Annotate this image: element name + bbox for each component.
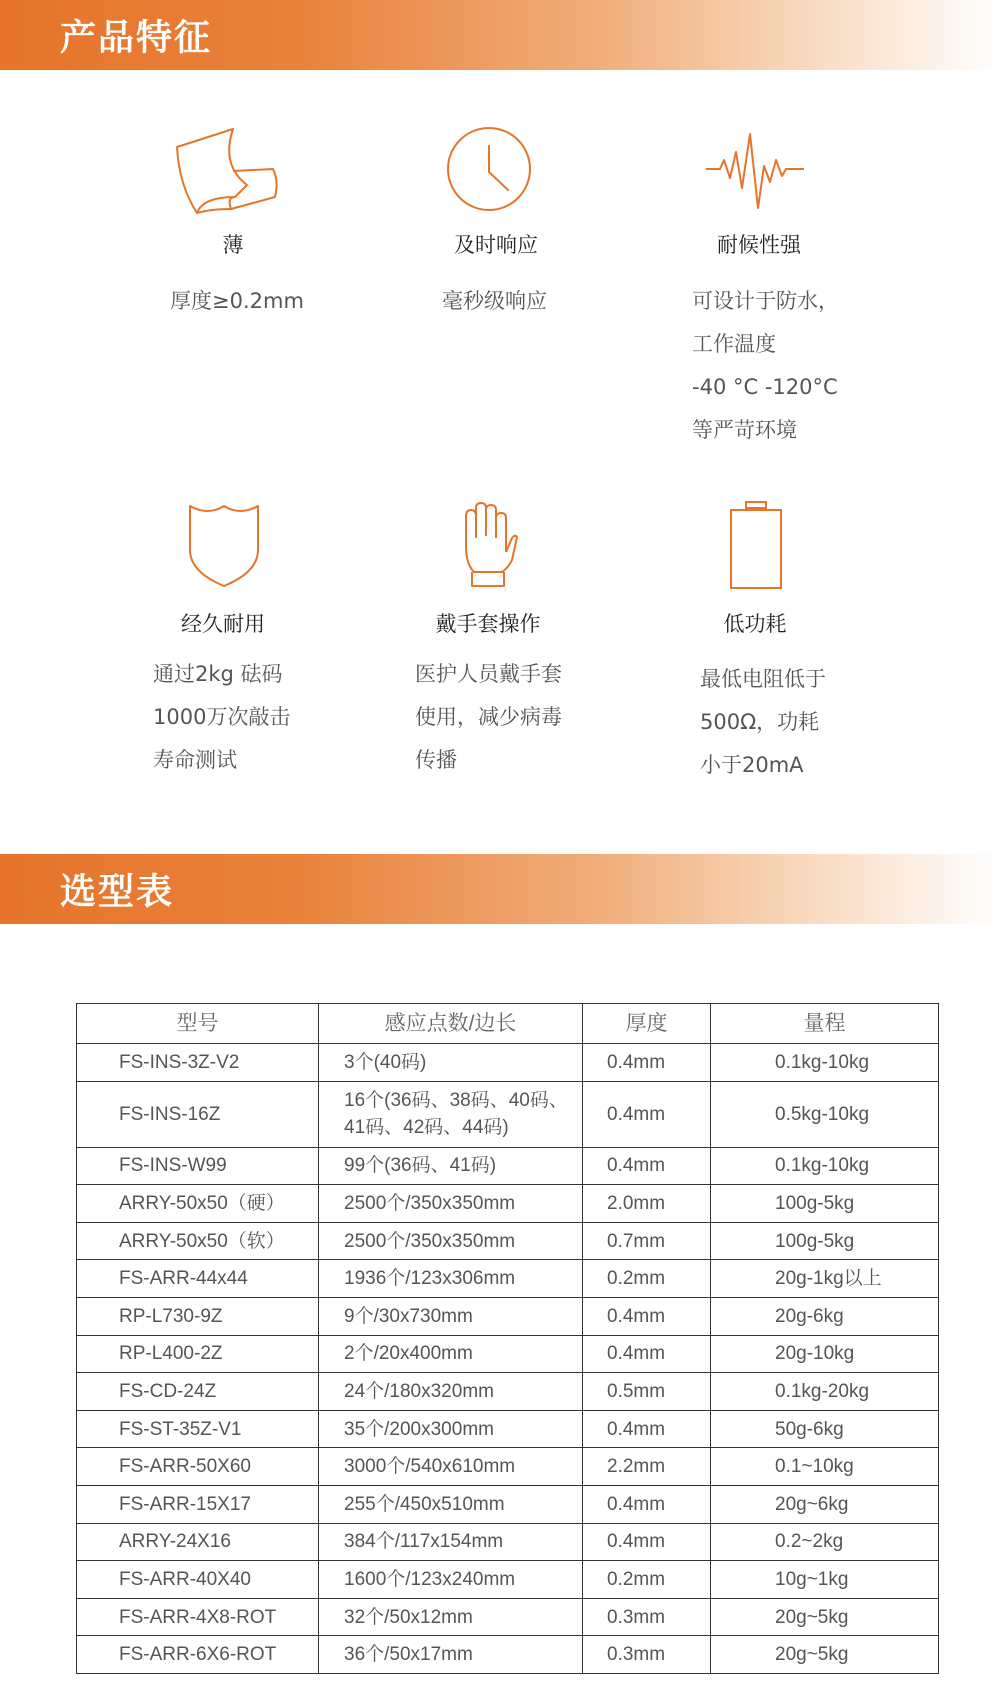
feature-desc-line: 等严苛环境 [692, 418, 797, 442]
cell-sensing-points: 35个/200x300mm [319, 1410, 583, 1448]
cell-thickness: 2.2mm [583, 1448, 711, 1486]
cell-model: FS-CD-24Z [77, 1373, 319, 1411]
feature-title-response: 及时响应 [454, 233, 538, 257]
table-row [77, 1044, 939, 1082]
cell-thickness: 0.3mm [583, 1636, 711, 1674]
cell-sensing-points: 255个/450x510mm [319, 1485, 583, 1523]
header-sensing-points: 感应点数/边长 [319, 1004, 583, 1044]
table-row [77, 1410, 939, 1448]
cell-thickness: 0.4mm [583, 1081, 711, 1147]
cell-sensing-points: 2500个/350x350mm [319, 1222, 583, 1260]
table-row [77, 1147, 939, 1185]
header-model: 型号 [77, 1004, 319, 1044]
cell-sensing-points: 32个/50x12mm [319, 1598, 583, 1636]
cell-range: 20g~5kg [711, 1598, 939, 1636]
header-thickness: 厚度 [583, 1004, 711, 1044]
cell-sensing-points: 9个/30x730mm [319, 1297, 583, 1335]
feature-desc-line: 工作温度 [692, 332, 776, 356]
cell-thickness: 0.3mm [583, 1598, 711, 1636]
cell-model: RP-L400-2Z [77, 1335, 319, 1373]
cell-sensing-points: 99个(36码、41码) [319, 1147, 583, 1185]
cell-thickness: 0.2mm [583, 1561, 711, 1599]
feature-desc-thin [170, 280, 304, 323]
clock-icon [446, 126, 532, 212]
table-header-row [77, 1004, 939, 1044]
cell-range: 0.5kg-10kg [711, 1081, 939, 1147]
feature-title-thin: 薄 [222, 233, 244, 257]
feature-desc-line: 500Ω，功耗 [700, 710, 820, 734]
cell-model: ARRY-24X16 [77, 1523, 319, 1561]
waveform-icon [706, 126, 806, 212]
feature-title-glove: 戴手套操作 [435, 612, 541, 636]
cell-sensing-points: 384个/117x154mm [319, 1523, 583, 1561]
feature-desc-line: 通过2kg 砝码 [153, 662, 283, 686]
cell-range: 0.2~2kg [711, 1523, 939, 1561]
cell-thickness: 0.4mm [583, 1147, 711, 1185]
cell-range: 50g-6kg [711, 1410, 939, 1448]
table-row [77, 1523, 939, 1561]
cell-thickness: 0.4mm [583, 1297, 711, 1335]
cell-model: ARRY-50x50（硬） [77, 1185, 319, 1223]
shield-icon [188, 502, 260, 588]
feature-desc-line: 医护人员戴手套 [415, 662, 562, 686]
cell-thickness: 0.4mm [583, 1335, 711, 1373]
cell-range: 0.1~10kg [711, 1448, 939, 1486]
cell-range: 20g-6kg [711, 1297, 939, 1335]
cell-sensing-points: 1936个/123x306mm [319, 1260, 583, 1298]
feature-desc-line: 最低电阻低于 [700, 667, 826, 691]
table-row [77, 1636, 939, 1674]
selection-table [76, 1003, 939, 1674]
cell-sensing-points: 36个/50x17mm [319, 1636, 583, 1674]
cell-sensing-points: 3000个/540x610mm [319, 1448, 583, 1486]
cell-model: FS-INS-16Z [77, 1081, 319, 1147]
feature-desc-line: 寿命测试 [153, 748, 237, 772]
cell-model: FS-ST-35Z-V1 [77, 1410, 319, 1448]
selection-section-title: 选型表 [60, 871, 175, 913]
cell-model: FS-ARR-6X6-ROT [77, 1636, 319, 1674]
feature-desc-line: 毫秒级响应 [442, 289, 547, 313]
cell-thickness: 0.4mm [583, 1523, 711, 1561]
cell-model: FS-ARR-4X8-ROT [77, 1598, 319, 1636]
cell-thickness: 0.2mm [583, 1260, 711, 1298]
feature-title-power: 低功耗 [723, 612, 787, 636]
cell-thickness: 0.7mm [583, 1222, 711, 1260]
cell-range: 0.1kg-10kg [711, 1147, 939, 1185]
feature-desc-response [442, 280, 547, 323]
feature-desc-line: 厚度≥0.2mm [170, 289, 304, 313]
cell-thickness: 0.4mm [583, 1485, 711, 1523]
glove-icon [458, 502, 518, 588]
cell-range: 20g-10kg [711, 1335, 939, 1373]
table-row [77, 1485, 939, 1523]
battery-icon [728, 500, 784, 590]
feature-desc-power [700, 658, 826, 787]
cell-model: FS-ARR-40X40 [77, 1561, 319, 1599]
feature-desc-weather [692, 280, 839, 452]
table-row [77, 1598, 939, 1636]
table-row [77, 1222, 939, 1260]
feature-title-weather: 耐候性强 [717, 233, 801, 257]
table-row [77, 1185, 939, 1223]
cell-sensing-points: 16个(36码、38码、40码、41码、42码、44码) [319, 1081, 583, 1147]
cell-model: RP-L730-9Z [77, 1297, 319, 1335]
cell-thickness: 0.5mm [583, 1373, 711, 1411]
cell-range: 20g~6kg [711, 1485, 939, 1523]
cell-sensing-points: 3个(40码) [319, 1044, 583, 1082]
feature-desc-line: 使用，减少病毒 [415, 705, 562, 729]
cell-model: FS-ARR-15X17 [77, 1485, 319, 1523]
table-row [77, 1260, 939, 1298]
table-row [77, 1297, 939, 1335]
cell-range: 0.1kg-10kg [711, 1044, 939, 1082]
table-row [77, 1373, 939, 1411]
cell-model: ARRY-50x50（软） [77, 1222, 319, 1260]
cell-range: 10g~1kg [711, 1561, 939, 1599]
table-row [77, 1335, 939, 1373]
cell-range: 100g-5kg [711, 1185, 939, 1223]
cell-sensing-points: 2500个/350x350mm [319, 1185, 583, 1223]
film-sheet-icon [175, 125, 285, 215]
feature-desc-line: 传播 [415, 748, 457, 772]
cell-range: 0.1kg-20kg [711, 1373, 939, 1411]
cell-sensing-points: 24个/180x320mm [319, 1373, 583, 1411]
feature-title-durable: 经久耐用 [181, 612, 265, 636]
feature-desc-line: 1000万次敲击 [153, 705, 291, 729]
feature-desc-durable [153, 653, 290, 782]
cell-range: 100g-5kg [711, 1222, 939, 1260]
cell-model: FS-INS-3Z-V2 [77, 1044, 319, 1082]
header-range: 量程 [711, 1004, 939, 1044]
feature-desc-line: 小于20mA [700, 753, 804, 777]
table-body [77, 1044, 939, 1674]
feature-desc-line: 可设计于防水， [692, 289, 839, 313]
features-section-title: 产品特征 [60, 17, 213, 59]
table-row [77, 1081, 939, 1147]
cell-range: 20g~5kg [711, 1636, 939, 1674]
cell-thickness: 2.0mm [583, 1185, 711, 1223]
cell-model: FS-INS-W99 [77, 1147, 319, 1185]
table-row [77, 1448, 939, 1486]
cell-sensing-points: 2个/20x400mm [319, 1335, 583, 1373]
cell-model: FS-ARR-44x44 [77, 1260, 319, 1298]
table-row [77, 1561, 939, 1599]
cell-thickness: 0.4mm [583, 1044, 711, 1082]
cell-range: 20g-1kg以上 [711, 1260, 939, 1298]
feature-desc-glove [415, 653, 562, 782]
cell-thickness: 0.4mm [583, 1410, 711, 1448]
cell-sensing-points: 1600个/123x240mm [319, 1561, 583, 1599]
cell-model: FS-ARR-50X60 [77, 1448, 319, 1486]
features-banner [0, 0, 1001, 70]
feature-desc-line: -40 °C -120°C [692, 375, 838, 399]
selection-banner [0, 854, 1001, 924]
